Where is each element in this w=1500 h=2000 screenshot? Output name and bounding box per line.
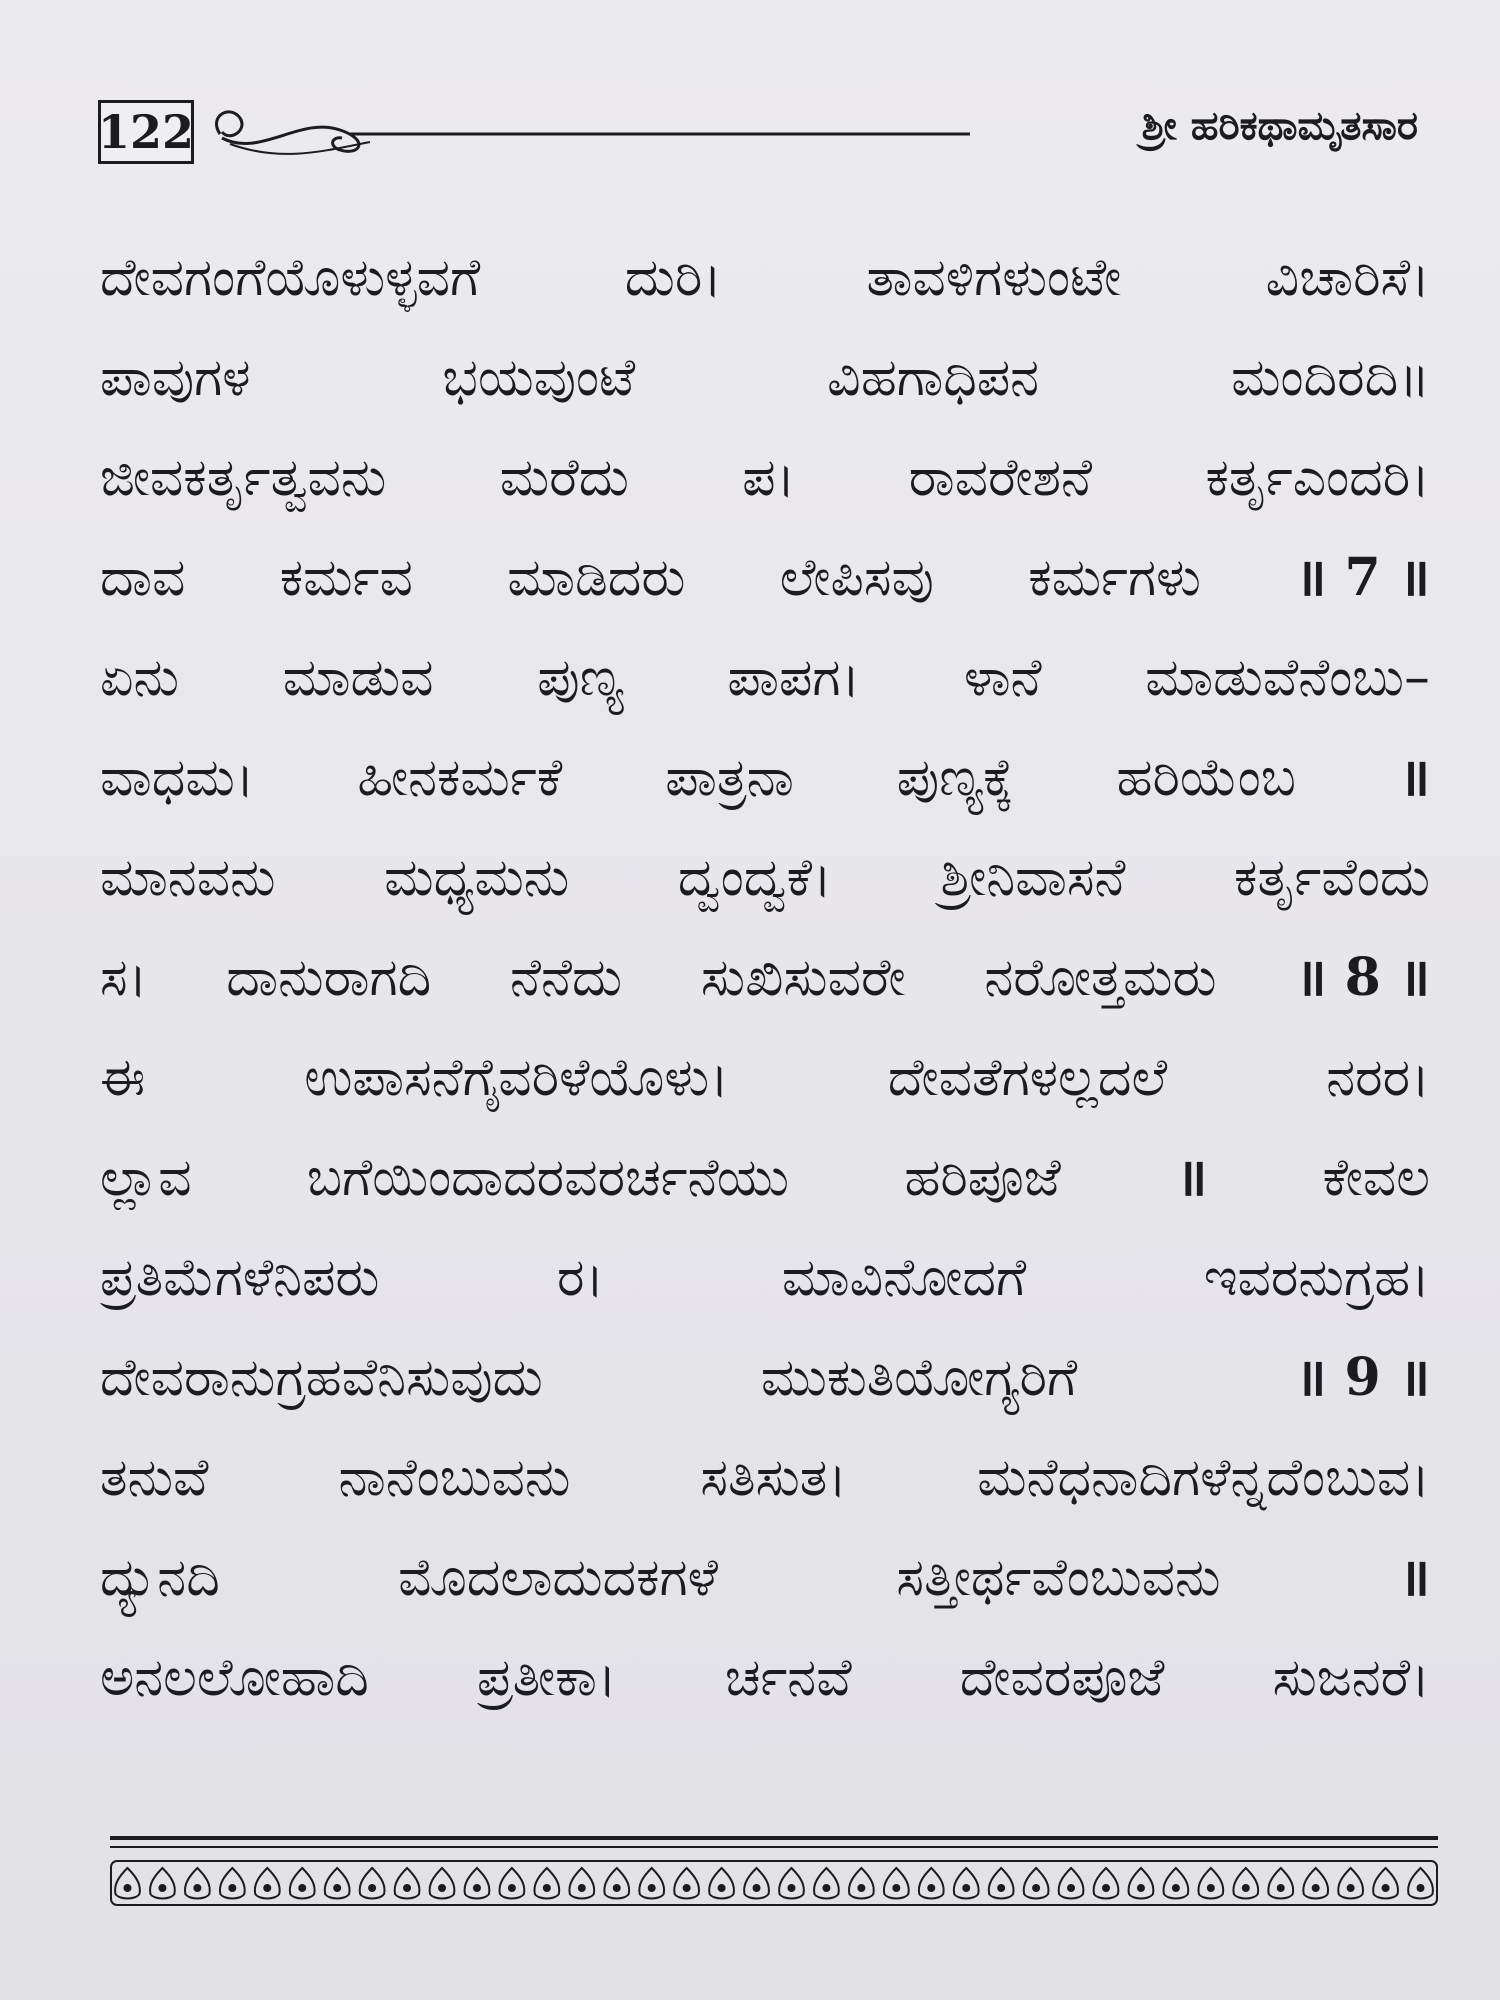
border-motif [185,1868,210,1899]
verse-word: ಮಾಡುವೆನೆಂಬು– [1145,648,1430,708]
verse-word: ಕರ್ಮವ [279,548,413,608]
verse-body [100,228,1430,1728]
verse-word: ರಾವರೇಶನೆ [908,448,1093,508]
verse-word: ನರೋತ್ತಮರು [984,948,1217,1008]
verse-word: ಹರಿಪೂಜೆ [904,1148,1061,1208]
verse-word: ದೇವತೆಗಳಲ್ಲದಲೆ [887,1048,1168,1108]
verse-word: ಬಗೆಯಿಂದಾದರವರರ್ಚನೆಯು [306,1148,790,1208]
verse-word: ಪ। [742,448,796,508]
border-motif [255,1868,280,1899]
verse-word: ಇವರನುಗ್ರಹ। [1203,1248,1430,1308]
border-motif [639,1868,664,1899]
verse-word: ಮಾಡಿದರು [507,548,686,608]
verse-word: ಪುಣ್ಯಕ್ಕೆ [896,748,1014,808]
verse-word: ನಾನೆಂಬುವನು [338,1448,571,1508]
verse-word: ತನುವೆ [100,1448,209,1508]
border-motif [569,1868,594,1899]
running-header-title: ಶ್ರೀ ಹರಿಕಥಾಮೃತಸಾರ [1141,103,1418,149]
border-motif [849,1868,874,1899]
verse-line [100,528,1430,628]
verse-word: ಸತ್ತೀರ್ಥವೆಂಬುವನು [896,1548,1221,1608]
border-motif [674,1868,699,1899]
verse-line [100,1328,1430,1428]
verse-word: ಕೇವಲ [1322,1148,1430,1208]
border-motif [290,1868,315,1899]
verse-word: ಸುಖಿಸುವರೇ [700,948,906,1008]
verse-line [100,1528,1430,1628]
verse-word: ಲೇಪಿಸವು [779,548,934,608]
border-motif [500,1868,525,1899]
verse-line [100,1028,1430,1128]
verse-word: ಮಾನವನು [100,848,276,908]
verse-word: ಏನು [100,648,179,708]
verse-word: ಮರೆದು [499,448,629,508]
verse-word: ಳಾನೆ [963,648,1042,708]
border-motif [954,1868,979,1899]
verse-word: ಪಾಪಗ। [727,648,861,708]
verse-word: ರ। [557,1248,605,1308]
verse-line [100,1128,1430,1228]
verse-word: ಪಾತ್ರನಾ [665,748,794,808]
border-motif [220,1868,245,1899]
border-motif [430,1868,455,1899]
verse-word: ಶ್ರೀನಿವಾಸನೆ [940,848,1126,908]
verse-word: ದ್ವಂದ್ವಕೆ। [677,848,832,908]
verse-line [100,828,1430,928]
verse-word: ಉಪಾಸನೆಗೈವರಿಳೆಯೊಳು। [304,1048,729,1108]
border-motif [395,1868,420,1899]
verse-line [100,328,1430,428]
verse-word: ಮನೆಧನಾದಿಗಳೆನ್ನದೆಂಬುವ। [977,1448,1430,1508]
border-motif [1303,1868,1328,1899]
footer-ornamental-border [110,1860,1438,1906]
verse-word: ಮಾವಿನೋದಗೆ [781,1248,1027,1308]
verse-line [100,428,1430,528]
border-motif [1024,1868,1049,1899]
verse-word: ರ್ಚನವೆ [724,1648,852,1708]
verse-word: ಕರ್ತೃವೆಂದು [1234,848,1430,908]
verse-word: ಪ್ರತೀಕಾ। [476,1648,617,1708]
border-motif [150,1868,175,1899]
verse-word: ಪಾವುಗಳ [100,348,251,408]
border-motif [1094,1868,1119,1899]
verse-line [100,928,1430,1028]
verse-word: ॥ [1398,747,1430,808]
verse-word: ಪುಣ್ಯ [537,648,624,708]
verse-line [100,228,1430,328]
border-motif [814,1868,839,1899]
verse-word: ದಾವ [100,548,186,608]
verse-word: ಲ್ಲಾವ [100,1148,192,1208]
verse-word: ದೇವಗಂಗೆಯೊಳುಳ್ಳವಗೆ [100,248,481,308]
verse-line [100,1428,1430,1528]
verse-line [100,728,1430,828]
verse-line [100,628,1430,728]
verse-word: ಈ [100,1048,146,1108]
verse-word: ದ್ಯುನದಿ [100,1548,220,1608]
verse-word: ಜೀವಕರ್ತೃತ್ವವನು [100,448,387,508]
verse-word: ಸತಿಸುತ। [700,1448,848,1508]
border-motif [919,1868,944,1899]
verse-word: ದಾನುರಾಗದಿ [226,948,432,1008]
border-motif [1233,1868,1258,1899]
verse-word: ದುರಿ। [624,248,723,308]
verse-word: ತಾವಳಿಗಳುಂಟೇ [866,248,1122,308]
verse-line [100,1628,1430,1728]
verse-word: ॥ [1398,1547,1430,1608]
verse-word: ದೇವರಪೂಜೆ [959,1648,1165,1708]
verse-word: ಮಾಡುವ [282,648,434,708]
border-motif [1268,1868,1293,1899]
verse-word: ಹೀನಕರ್ಮಕೆ [357,748,563,808]
verse-word: ಮುಕುತಿಯೋಗ್ಯರಿಗೆ [760,1348,1078,1408]
border-motif [1373,1868,1398,1899]
verse-word: ಮಂದಿರದಿ॥ [1231,348,1430,408]
verse-word: ಕರ್ತೃಎಂದರಿ। [1205,448,1430,508]
border-motif [1198,1868,1223,1899]
border-motif [709,1868,734,1899]
verse-word: ವಿಚಾರಿಸೆ। [1265,248,1430,308]
verse-word: ॥ 8 ॥ [1295,947,1430,1008]
verse-word: ನೆನೆದು [509,948,623,1008]
border-motif [360,1868,385,1899]
border-motif [604,1868,629,1899]
verse-word: ಭಯವುಂಟೆ [442,348,636,408]
border-motif [989,1868,1014,1899]
verse-word: ಹರಿಯೆಂಬ [1116,748,1296,808]
verse-word: ಸ। [100,948,148,1008]
page-number: 122 [97,105,195,159]
verse-word: ವಾಧಮ। [100,748,255,808]
verse-line [100,1228,1430,1328]
footer-rule-thin [110,1846,1438,1848]
border-motif [1408,1868,1433,1899]
border-motif [1129,1868,1154,1899]
border-motif [779,1868,804,1899]
verse-word: ನರರ। [1326,1048,1430,1108]
verse-word: ಮಧ್ಯಮನು [384,848,570,908]
verse-word: ವಿಹಗಾಧಿಪನ [827,348,1040,408]
footer-rule [110,1836,1438,1840]
header-flourish-ornament [200,96,980,166]
border-motif [1338,1868,1363,1899]
border-motif [115,1868,140,1899]
verse-word: ॥ 9 ॥ [1295,1347,1430,1408]
verse-word: ಅನಲಲೋಹಾದಿ [100,1648,369,1708]
border-motif [465,1868,490,1899]
page-number-box [98,100,194,164]
verse-word: ದೇವರಾನುಗ್ರಹವೆನಿಸುವುದು [100,1348,543,1408]
verse-word: ಮೊದಲಾದುದಕಗಳೆ [398,1548,718,1608]
border-motif [884,1868,909,1899]
border-motif [325,1868,350,1899]
verse-word: ॥ 7 ॥ [1295,547,1430,608]
border-motif [1164,1868,1189,1899]
border-motif [534,1868,559,1899]
verse-word: ಕರ್ಮಗಳು [1028,548,1201,608]
verse-word: ಪ್ರತಿಮೆಗಳೆನಿಪರು [100,1248,380,1308]
verse-word: ॥ [1176,1147,1208,1208]
border-motif [744,1868,769,1899]
border-motif [1059,1868,1084,1899]
verse-word: ಸುಜನರೆ। [1272,1648,1430,1708]
